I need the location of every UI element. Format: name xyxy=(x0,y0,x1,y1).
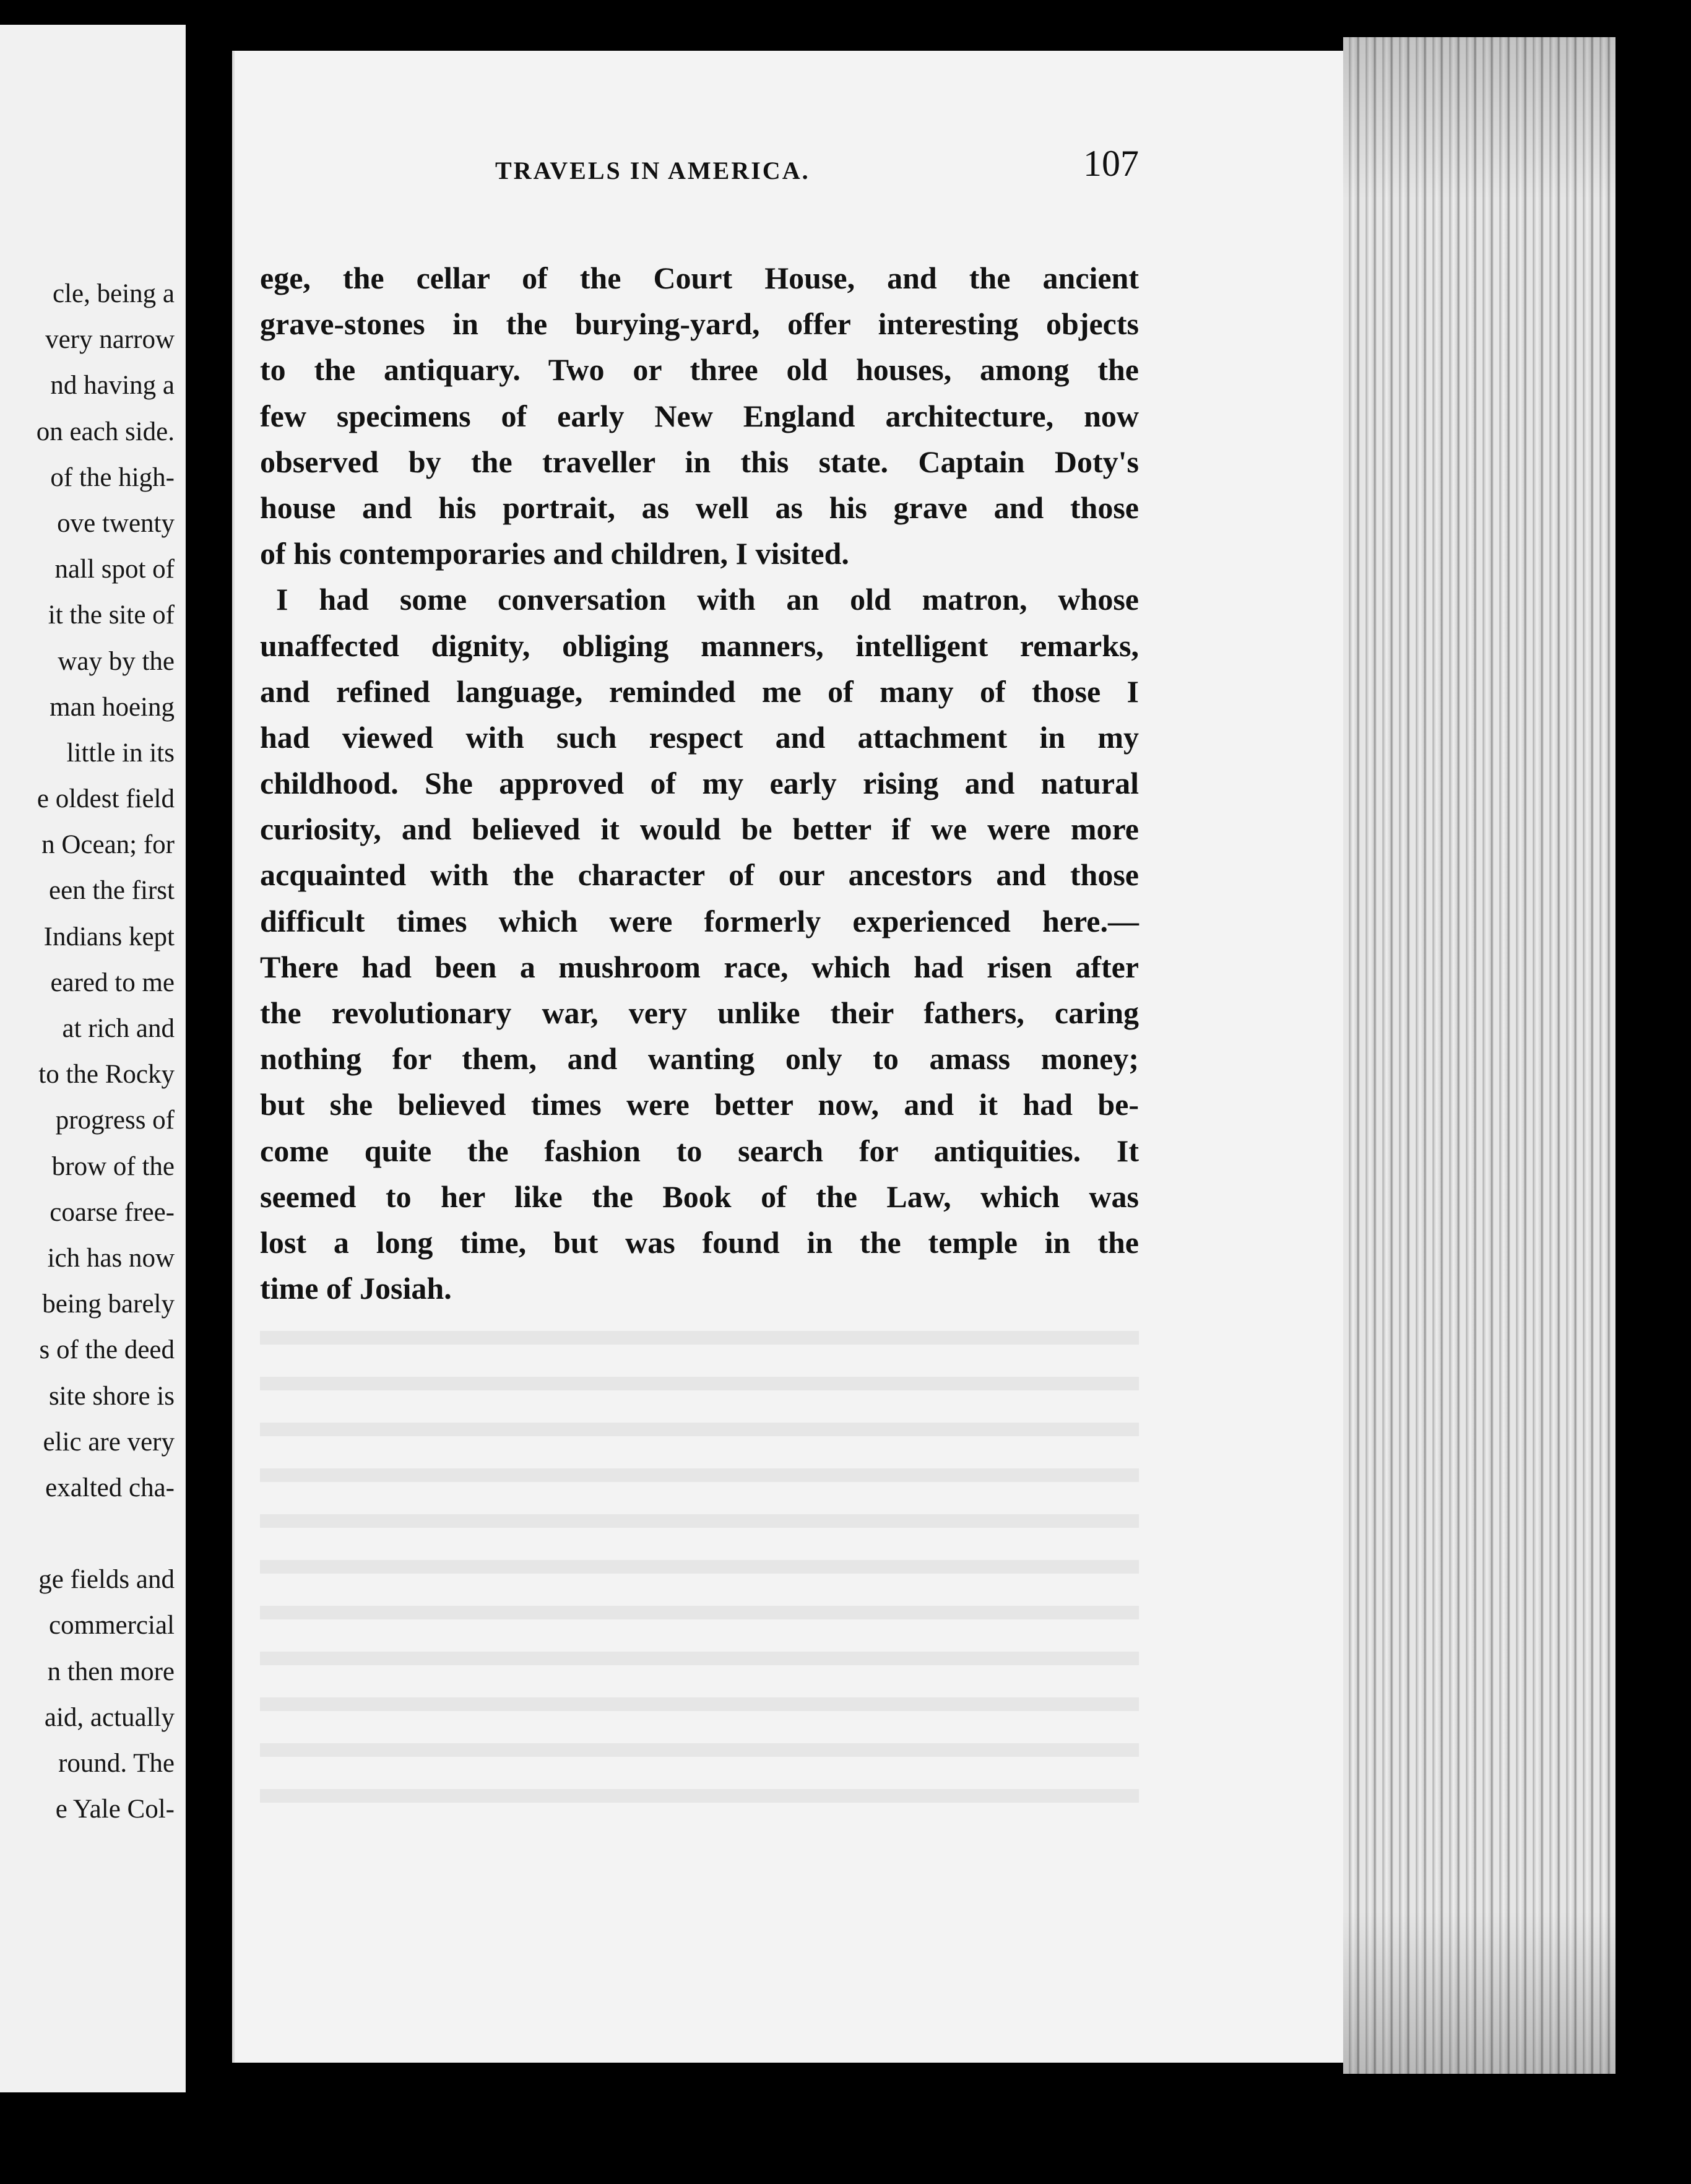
left-line: commercial xyxy=(49,1611,175,1640)
text-line: lost a long time, but was found in the temple in the xyxy=(260,1224,1139,1260)
left-line: aid, actually xyxy=(44,1702,175,1732)
left-line: man hoeing xyxy=(50,692,175,722)
left-line: een the first xyxy=(49,876,175,906)
text-line: difficult times which were formerly experienced here.— xyxy=(260,903,1139,938)
text-line: house and his portrait, as well as his grave and those xyxy=(260,490,1139,525)
page-edges xyxy=(1343,37,1615,2074)
left-line: to the Rocky xyxy=(38,1060,175,1090)
left-line: n Ocean; for xyxy=(41,830,175,860)
left-line: site shore is xyxy=(48,1381,175,1411)
text-line: but she believed times were better now, and it had be- xyxy=(260,1087,1139,1122)
text-line: of his contemporaries and children, I visited. xyxy=(260,536,849,571)
left-line-gap xyxy=(0,1511,175,1557)
left-line: very narrow xyxy=(45,325,175,355)
left-line: round. The xyxy=(58,1749,175,1778)
running-title: TRAVELS IN AMERICA. xyxy=(495,157,810,184)
left-line: s of the deed xyxy=(39,1335,175,1365)
left-line: at rich and xyxy=(62,1014,175,1043)
left-line: ove twenty xyxy=(57,508,175,538)
left-line: progress of xyxy=(55,1106,175,1135)
left-line: n then more xyxy=(47,1657,175,1686)
show-through-text xyxy=(260,1312,1139,1832)
text-line: come quite the fashion to search for antiquities. It xyxy=(260,1133,1139,1168)
text-line: acquainted with the character of our ancestors and those xyxy=(260,857,1139,893)
left-page xyxy=(0,25,186,2092)
left-line: exalted cha- xyxy=(45,1473,175,1502)
left-line: ge fields and xyxy=(38,1565,175,1595)
left-line: little in its xyxy=(66,738,175,768)
text-line: few specimens of early New England architecture, now xyxy=(260,398,1139,433)
left-line: eared to me xyxy=(50,968,175,997)
text-line: nothing for them, and wanting only to amass money; xyxy=(260,1041,1139,1077)
left-page-text xyxy=(0,271,175,1832)
page-body-text xyxy=(260,255,1139,1311)
text-line: the revolutionary war, very unlike their fathers, caring xyxy=(260,995,1139,1030)
left-line: brow of the xyxy=(51,1151,175,1181)
left-line: nall spot of xyxy=(54,555,175,584)
left-line: ich has now xyxy=(47,1243,175,1273)
left-line: cle, being a xyxy=(53,279,175,308)
text-line: curiosity, and believed it would be better if we were more xyxy=(260,812,1139,847)
text-line: I had some conversation with an old matron, whose xyxy=(276,582,1139,617)
text-line: unaffected dignity, obliging manners, intelligent remarks, xyxy=(260,628,1139,663)
text-line: to the antiquary. Two or three old houses, among the xyxy=(260,352,1139,388)
text-line: time of Josiah. xyxy=(260,1271,452,1306)
left-line: being barely xyxy=(42,1289,175,1319)
page-edges-shading xyxy=(1343,37,1615,2074)
left-line: on each side. xyxy=(36,417,175,446)
left-line: way by the xyxy=(58,646,175,676)
left-line: e oldest field xyxy=(37,784,175,814)
text-line: There had been a mushroom race, which had risen after xyxy=(260,949,1139,984)
page-number: 107 xyxy=(1083,143,1139,184)
text-line: and refined language, reminded me of many of those I xyxy=(260,674,1139,709)
left-line: Indians kept xyxy=(43,922,175,951)
text-line: had viewed with such respect and attachment in my xyxy=(260,719,1139,755)
text-line: seemed to her like the Book of the Law, which was xyxy=(260,1179,1139,1214)
text-line: grave-stones in the burying-yard, offer interesting objects xyxy=(260,306,1139,342)
left-line: it the site of xyxy=(48,600,175,630)
left-line: nd having a xyxy=(50,371,175,401)
left-line: elic are very xyxy=(43,1427,175,1457)
left-line: of the high- xyxy=(50,462,175,492)
left-line: e Yale Col- xyxy=(55,1795,175,1824)
text-line: childhood. She approved of my early rising and natural xyxy=(260,766,1139,801)
text-line: observed by the traveller in this state. Captain Doty's xyxy=(260,444,1139,479)
text-line: ege, the cellar of the Court House, and the ancient xyxy=(260,261,1139,295)
left-line: coarse free- xyxy=(50,1197,175,1227)
